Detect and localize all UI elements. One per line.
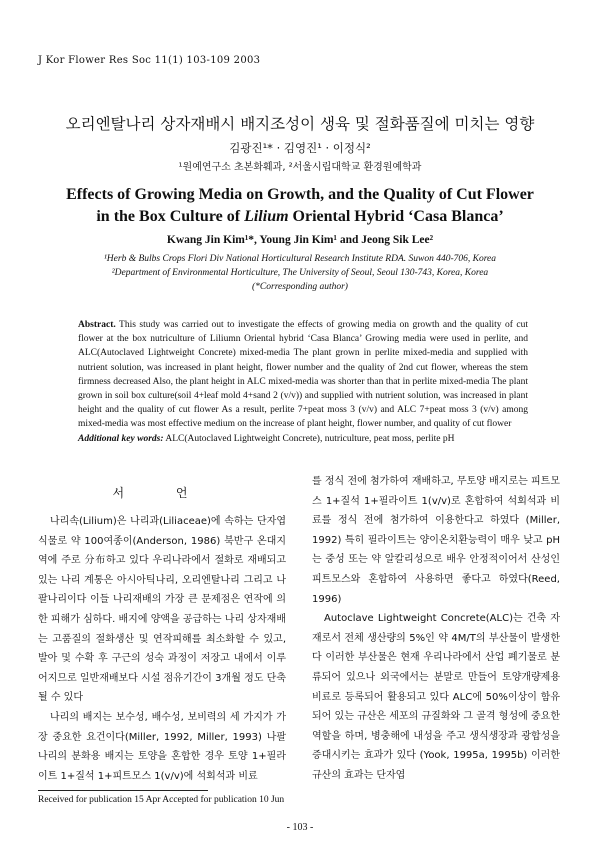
section-heading-introduction: 서 언 [112, 486, 212, 500]
english-title-line2 [0, 206, 600, 228]
page-number: - 103 - [286, 822, 314, 833]
footnote-rule [38, 790, 208, 791]
keywords-text: ALC(Autoclaved Lightweight Concrete), nutriculture, peat moss, perlite pH [163, 434, 455, 444]
english-title-part2: in the Box Culture of [96, 208, 245, 225]
english-title-italic: Lilium [244, 208, 289, 225]
keywords [78, 432, 528, 446]
english-title-line1: Effects of Growing Media on Growth, and the Quality of Cut Flower [66, 186, 534, 203]
korean-affiliation: ¹원예연구소 초본화훼과, ²서울시립대학교 환경원예학과 [178, 162, 422, 173]
keywords-label: Additional key words: [78, 434, 164, 444]
left-paragraph-1: 나리속(Lilium)은 나리과(Liliaceae)에 속하는 단자엽식물로 약 100여종이(Anderson, 1986) 북반구 온대지역에 주로 分布하고 있다 우리나라에서 절화로 재배되고 있는 나리 계통은 아시아틱나리, 오리엔탈나리 그리고 나팔나리이다 이들 나리재배의 가장 큰 문제점은 연작에 의한 피해가 심하다. 배지에 양액을 공급하는 나리 상자재배는 고품질의 절화생산 및 연작피해를 최소화할 수 있고, 발아 및 수확 후 구근의 성숙 과정이 저장고 내에서 이루어지므로 일반재배보다 시설 점유기간이 3개월 정도 단축될 수 있다 [38, 516, 286, 704]
english-authors: Kwang Jin Kim¹*, Young Jin Kim¹ and Jeong Sik Lee² [166, 234, 434, 246]
abstract-text: This study was carried out to investigate the effects of growing media on growth and the quality of cut flower at the box nutriculture of Liliumn Oriental hybrid ‘Casa Blanca’ Growing media were used in perlite, and ALC(Autoclaved Lightweight Concrete) mixed-media The plant grown in perlite mixed-media and supplied with nutrient solution, was increased in plant height, flower number and the quality of 2nd cut flower, whereas the stem firmness decreased Also, the plant height in ALC mixed-media was shorter than that in perlite mixed-media The plant grown in soil box culture(soil 4+leaf mold 4+sand 2 (v/v)) and supplied with nutrient solution, was increased in plant height and the quality of cut flower As a result, perlite 7+peat moss 3 (v/v) and ALC 7+peat moss 3 (v/v) among mixed-media was most effective medium on the increase of plant height, flower number, and quality of cut flower [78, 320, 528, 430]
right-paragraph-1: 를 정식 전에 첨가하여 재배하고, 무토양 배지로는 피트모스 1+질석 1+필라이트 1(v/v)로 혼합하여 석회석과 비료를 정식 전에 첨가하여 이용한다고 하였다 (Miller, 1992) 특히 필라이트는 양이온치환능력이 매우 낮고 pH는 중성 또는 약 알칼리성으로 배우 안정적이어서 산성인 피트모스와 혼합하여 사용하면 좋다고 하였다(Reed, 1996) [312, 476, 560, 605]
abstract [78, 318, 528, 432]
abstract-label: Abstract. [78, 320, 116, 330]
english-title-part3: Oriental Hybrid ‘Casa Blanca’ [288, 208, 504, 225]
right-column [312, 472, 560, 786]
journal-reference: J Kor Flower Res Soc 11(1) 103-109 2003 [38, 55, 261, 66]
corresponding-author-note: (*Corresponding author) [252, 282, 348, 292]
english-affiliations [0, 252, 600, 294]
korean-title: 오리엔탈나리 상자재배시 배지조성이 생육 및 절화품질에 미치는 영향 [65, 115, 535, 133]
left-paragraph-2: 나리의 배지는 보수성, 배수성, 보비력의 세 가지가 가장 중요한 요건이다(Miller, 1992, Miller, 1993) 나팔나리의 분화용 배지는 토양을 혼합한 경우 토양 1+필라이트 1+질석 1+피트모스 1(v/v)에 석회석과 비료 [38, 711, 286, 782]
english-affiliation-1: ¹Herb & Bulbs Crops Flori Div National Horticultural Research Institute RDA. Suwon 440-706, Korea [103, 254, 497, 264]
korean-authors: 김광진¹* · 김영진¹ · 이정식² [229, 141, 371, 155]
english-affiliation-2: ²Department of Environmental Horticulture, The University of Seoul, Seoul 130-743, Korea, Korea [111, 268, 489, 278]
left-column [38, 512, 286, 786]
right-paragraph-2: Autoclave Lightweight Concrete(ALC)는 건축 자재로서 전체 생산량의 5%인 약 4M/T의 부산물이 발생한다 이러한 부산물은 현재 우리나라에서 산업 폐기물로 분류되어 있으나 외국에서는 분말로 만들어 토양개량제용 비료로 등록되어 활용되고 있다 ALC에 50%이상이 함유되어 있는 규산은 세포의 규질화와 그 골격 형성에 중요한 역할을 하며, 병충해에 내성을 주고 생식생장과 광합성을 증대시키는 효과가 있다 (Yook, 1995a, 1995b) 이러한 규산의 효과는 단자엽 [312, 613, 560, 781]
received-note: Received for publication 15 Apr Accepted for publication 10 Jun [38, 795, 285, 805]
english-title [0, 184, 600, 228]
